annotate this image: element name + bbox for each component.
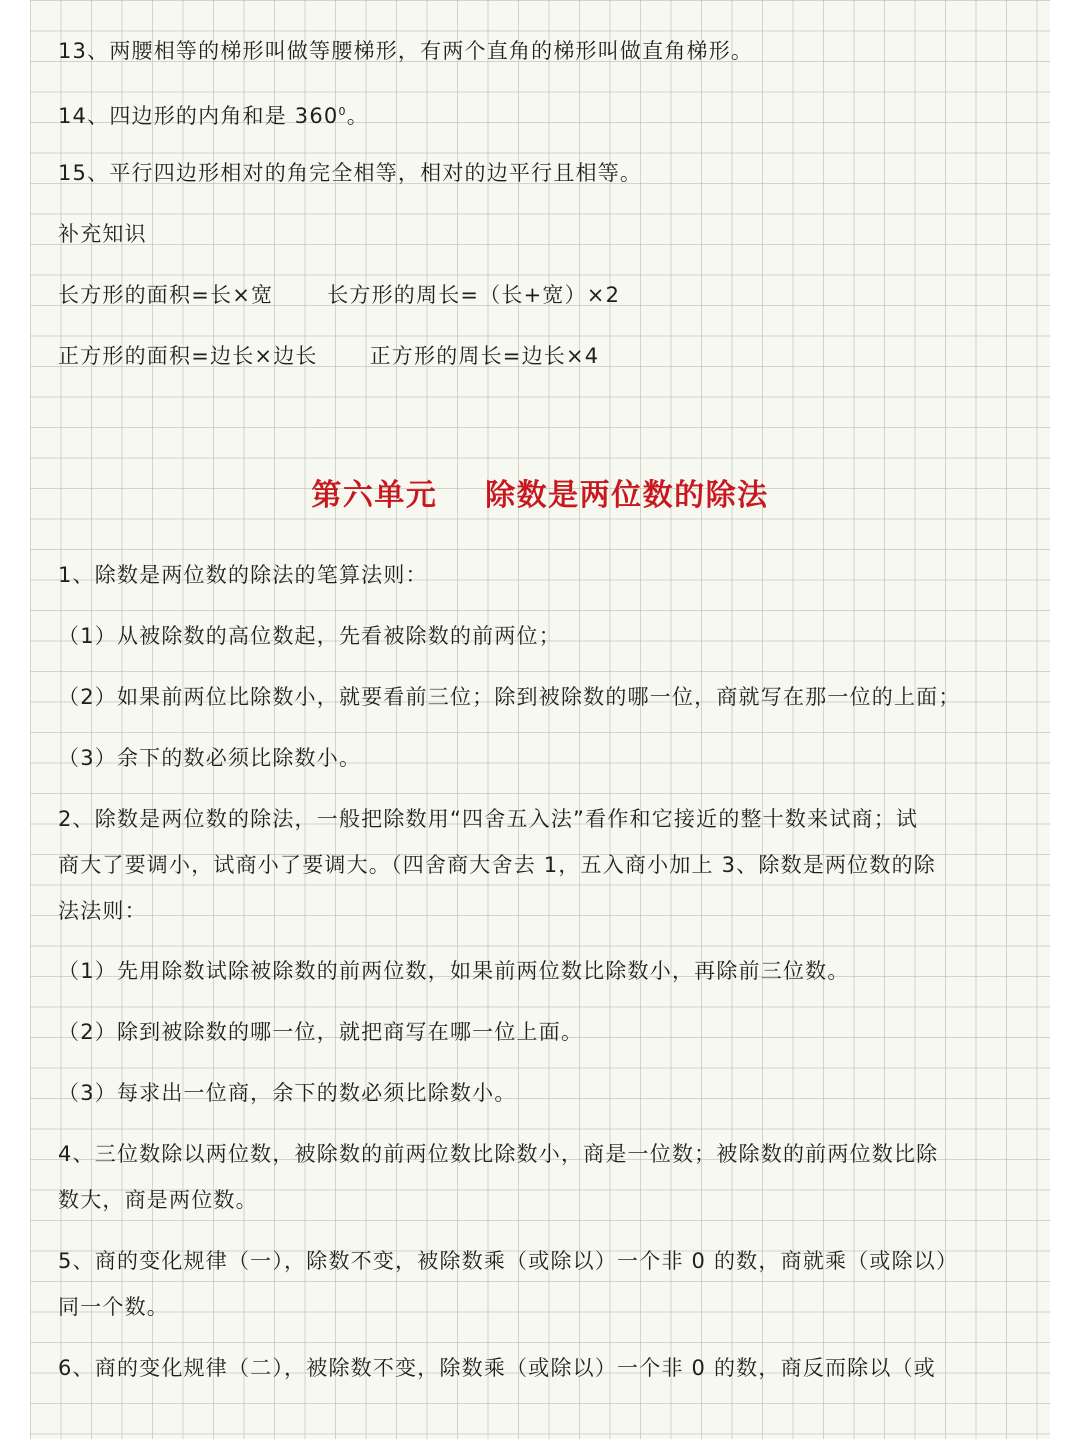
square-formulas bbox=[58, 343, 599, 369]
grid-paper-background bbox=[30, 0, 1050, 1439]
rule-3-step-2: （2）除到被除数的哪一位，就把商写在哪一位上面。 bbox=[58, 1020, 584, 1044]
item-13: 13、两腰相等的梯形叫做等腰梯形，有两个直角的梯形叫做直角梯形。 bbox=[58, 39, 754, 63]
rule-5-line-2: 同一个数。 bbox=[58, 1295, 169, 1319]
item-14-superscript: 0 bbox=[338, 105, 347, 118]
rule-2-line-1: 2、除数是两位数的除法，一般把除数用“四舍五入法”看作和它接近的整十数来试商；试 bbox=[58, 807, 919, 831]
rule-3-step-3: （3）每求出一位商，余下的数必须比除数小。 bbox=[58, 1081, 517, 1105]
rule-3-step-1: （1）先用除数试除被除数的前两位数，如果前两位数比除数小，再除前三位数。 bbox=[58, 959, 850, 983]
rule-4-line-1: 4、三位数除以两位数，被除数的前两位数比除数小，商是一位数；被除数的前两位数比除 bbox=[58, 1142, 939, 1166]
rectangle-formulas bbox=[58, 282, 620, 308]
rule-1-step-3: （3）余下的数必须比除数小。 bbox=[58, 746, 362, 770]
rule-1-step-2: （2）如果前两位比除数小，就要看前三位；除到被除数的哪一位，商就写在那一位的上面； bbox=[58, 685, 961, 709]
rule-6-line-1: 6、商的变化规律（二），被除数不变，除数乘（或除以）一个非 0 的数，商反而除以（或 bbox=[58, 1356, 936, 1380]
item-15: 15、平行四边形相对的角完全相等，相对的边平行且相等。 bbox=[58, 161, 643, 185]
square-perimeter-formula: 正方形的周长=边长×4 bbox=[369, 344, 600, 368]
item-14-end: 。 bbox=[346, 104, 369, 128]
rule-5-line-1: 5、商的变化规律（一），除数不变，被除数乘（或除以）一个非 0 的数，商就乘（或除以） bbox=[58, 1249, 959, 1273]
item-14-text: 14、四边形的内角和是 360 bbox=[58, 104, 339, 128]
rule-2-line-3: 法法则： bbox=[58, 899, 147, 923]
item-14 bbox=[58, 99, 369, 129]
rectangle-perimeter-formula: 长方形的周长=（长+宽）×2 bbox=[327, 283, 621, 307]
rule-1: 1、除数是两位数的除法的笔算法则： bbox=[58, 563, 428, 587]
rectangle-area-formula: 长方形的面积=长×宽 bbox=[58, 283, 274, 307]
rule-1-step-1: （1）从被除数的高位数起，先看被除数的前两位； bbox=[58, 624, 561, 648]
rule-4-line-2: 数大，商是两位数。 bbox=[58, 1188, 258, 1212]
rule-2-line-2: 商大了要调小，试商小了要调大。（四舍商大舍去 1，五入商小加上 3、除数是两位数的除 bbox=[58, 853, 936, 877]
supplement-title: 补充知识 bbox=[58, 222, 147, 246]
square-area-formula: 正方形的面积=边长×边长 bbox=[58, 344, 318, 368]
unit-6-heading: 第六单元 除数是两位数的除法 bbox=[311, 478, 769, 513]
